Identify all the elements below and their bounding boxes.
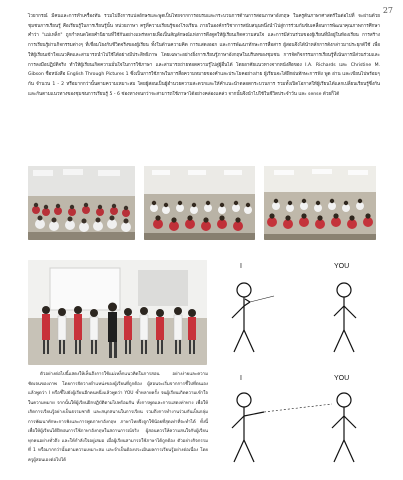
diagram-top-label-you: YOU: [334, 263, 350, 270]
page-number: 27: [382, 6, 393, 15]
diagram-panel-bottom: [232, 393, 356, 462]
i-you-diagram: [214, 252, 384, 477]
body-paragraph-top: ไวยากรณ์ มีคนและการทำเครื่องทัน รวมไปถึงการแปลอักษรและพูดเป็นไทยจากการอบรมและกระบวนการด้านการสอนภาษาอังกฤษ ในครูต้นภาษาศาสตร์ในต่อไปที่ จะผ่านด้วยชุมชนการเรียนรู้ คือเรียนรู้ในการเรียนรู้นั้น หน่วยภาษา ครูที่ความเรียนรู้ของโรงเรียน ภายในองค์กรวิชาการสนับสนุนหนึ่งนำไปสู่การร่วมกันขับเคลื่อนการพัฒนาคุณภาพการศึกษา คำว่า "แม่เหล็ก" ถูกกำหนดโดยคำนิยามที่ใช้กันอย่างแพร่หลายเพื่อเป็นสัญลักษณ์แห่งการดึงดูดให้ผู้เรียนเกิดความสนใจ และการมีส่วนร่วมของผู้เรียนที่มีอยู่ในห้องเรียน การสร้างการเรียนรู้ผ่านกิจกรรมต่างๆ ที่เชื่อมโยงกับชีวิตจริงของผู้เรียน ทั้งในด้านความคิด การแสดงออก และการพัฒนาทักษะการสื่อสาร ผู้สอนจึงได้นำหลักการดังกล่าวมาประยุกต์ใช้ เพื่อให้ผู้เรียนเข้าใจแนวคิดและสามารถนำไปใช้ได้อย่างมีประสิทธิภาพ โดยเฉพาะอย่างยิ่งการเรียนรู้ภาษาอังกฤษในบริบทของชุมชน การจัดกิจกรรมการเรียนรู้ที่เน้นการมีส่วนร่วมและการลงมือปฏิบัติจริง ทำให้ผู้เรียนเกิดความมั่นใจในการใช้ภาษา และสามารถถ่ายทอดความรู้ไปสู่ผู้อื่นได้ โดยอาศัยแนวทางจากหนังสือของ I.A. Richards และ Christine M. Gibson ชื่อหนังสือ English Through Pictures 1 ซึ่งเป็นการใช้ภาพในการสื่อความหมายของคำและประโยคอย่างง่าย ผู้เรียนจะได้ฝึกฝนทักษะการฟัง พูด อ่าน และเขียนไปพร้อมๆ กัน จำนวน 1 - 2 หรือมากกว่านั้นตามความเหมาะสม โดยผู้สอนเป็นผู้อำนวยความสะดวกและให้คำแนะนำตลอดกระบวนการ รวมทั้งเปิดโอกาสให้ผู้เรียนได้แลกเปลี่ยนเรียนรู้ซึ่งกันและกันตามแนวทางของชุมชนการเรียนรู้ 5 - 6 ช่องทางจนกว่าจะสามารถใช้ภาษาได้อย่างคล่องแคล่ว จากนั้นจึงนำไปใช้ในชีวิตประจำวัน และ sense ด้วยก็ได้: [28, 14, 380, 97]
photo-training-room-1: [28, 166, 135, 240]
photo-training-room-2: [144, 166, 255, 240]
diagram-top-label-i: I: [240, 263, 242, 270]
diagram-bottom-label-you: YOU: [334, 375, 350, 382]
photo-training-room-3: [264, 166, 376, 240]
diagram-panel-top: [232, 283, 356, 352]
photo-classroom-activity: [28, 260, 207, 365]
body-paragraph-bottom: ตัวอย่างต่อไปนี้แสดงให้เห็นถึงการใช้แม่เหล็กแนวคิดในการสอน อย่างง่ายและความชัดเจนของภาพ โดยการจัดวางตำแหน่งของผู้เรียนที่ถูกต้อง ผู้สอนจะเริ่มจากการชี้ไปที่ตนเองแล้วพูดว่า I หรือชี้ไปยังผู้เรียนอีกคนหนึ่งแล้วพูดว่า YOU ซ้ำหลายครั้ง จนผู้เรียนเกิดความเข้าใจในความหมาย จากนั้นให้ผู้เรียนฝึกปฏิบัติตามไปพร้อมกัน ทั้งการพูดและการแสดงท่าทาง เพื่อให้เกิดการเรียนรู้อย่างเป็นธรรมชาติ และสนุกสนานในการเรียน รวมถึงการทำงานร่วมกันเป็นกลุ่ม การพัฒนาทักษะการฟังและการพูดภาษาอังกฤษ ภาษาไทยจึงถูกใช้น้อยที่สุดเท่าที่จะทำได้ ทั้งนี้เพื่อให้ผู้เรียนได้ฝึกฝนการใช้ภาษาอังกฤษในสถานการณ์จริง ผู้สอนควรให้ความสนใจกับผู้เรียนทุกคนอย่างทั่วถึง และให้กำลังใจอยู่เสมอ เมื่อผู้เรียนสามารถใช้ภาษาได้ถูกต้อง ตัวอย่างกิจกรรมที่ 1 หรือมากกว่านั้นตามความเหมาะสม และจำเป็นต้องประเมินผลการเรียนรู้อย่างต่อเนื่อง โดยครูผู้สอนเองต่อไปได้: [28, 372, 208, 463]
diagram-bottom-label-i: I: [240, 375, 242, 382]
